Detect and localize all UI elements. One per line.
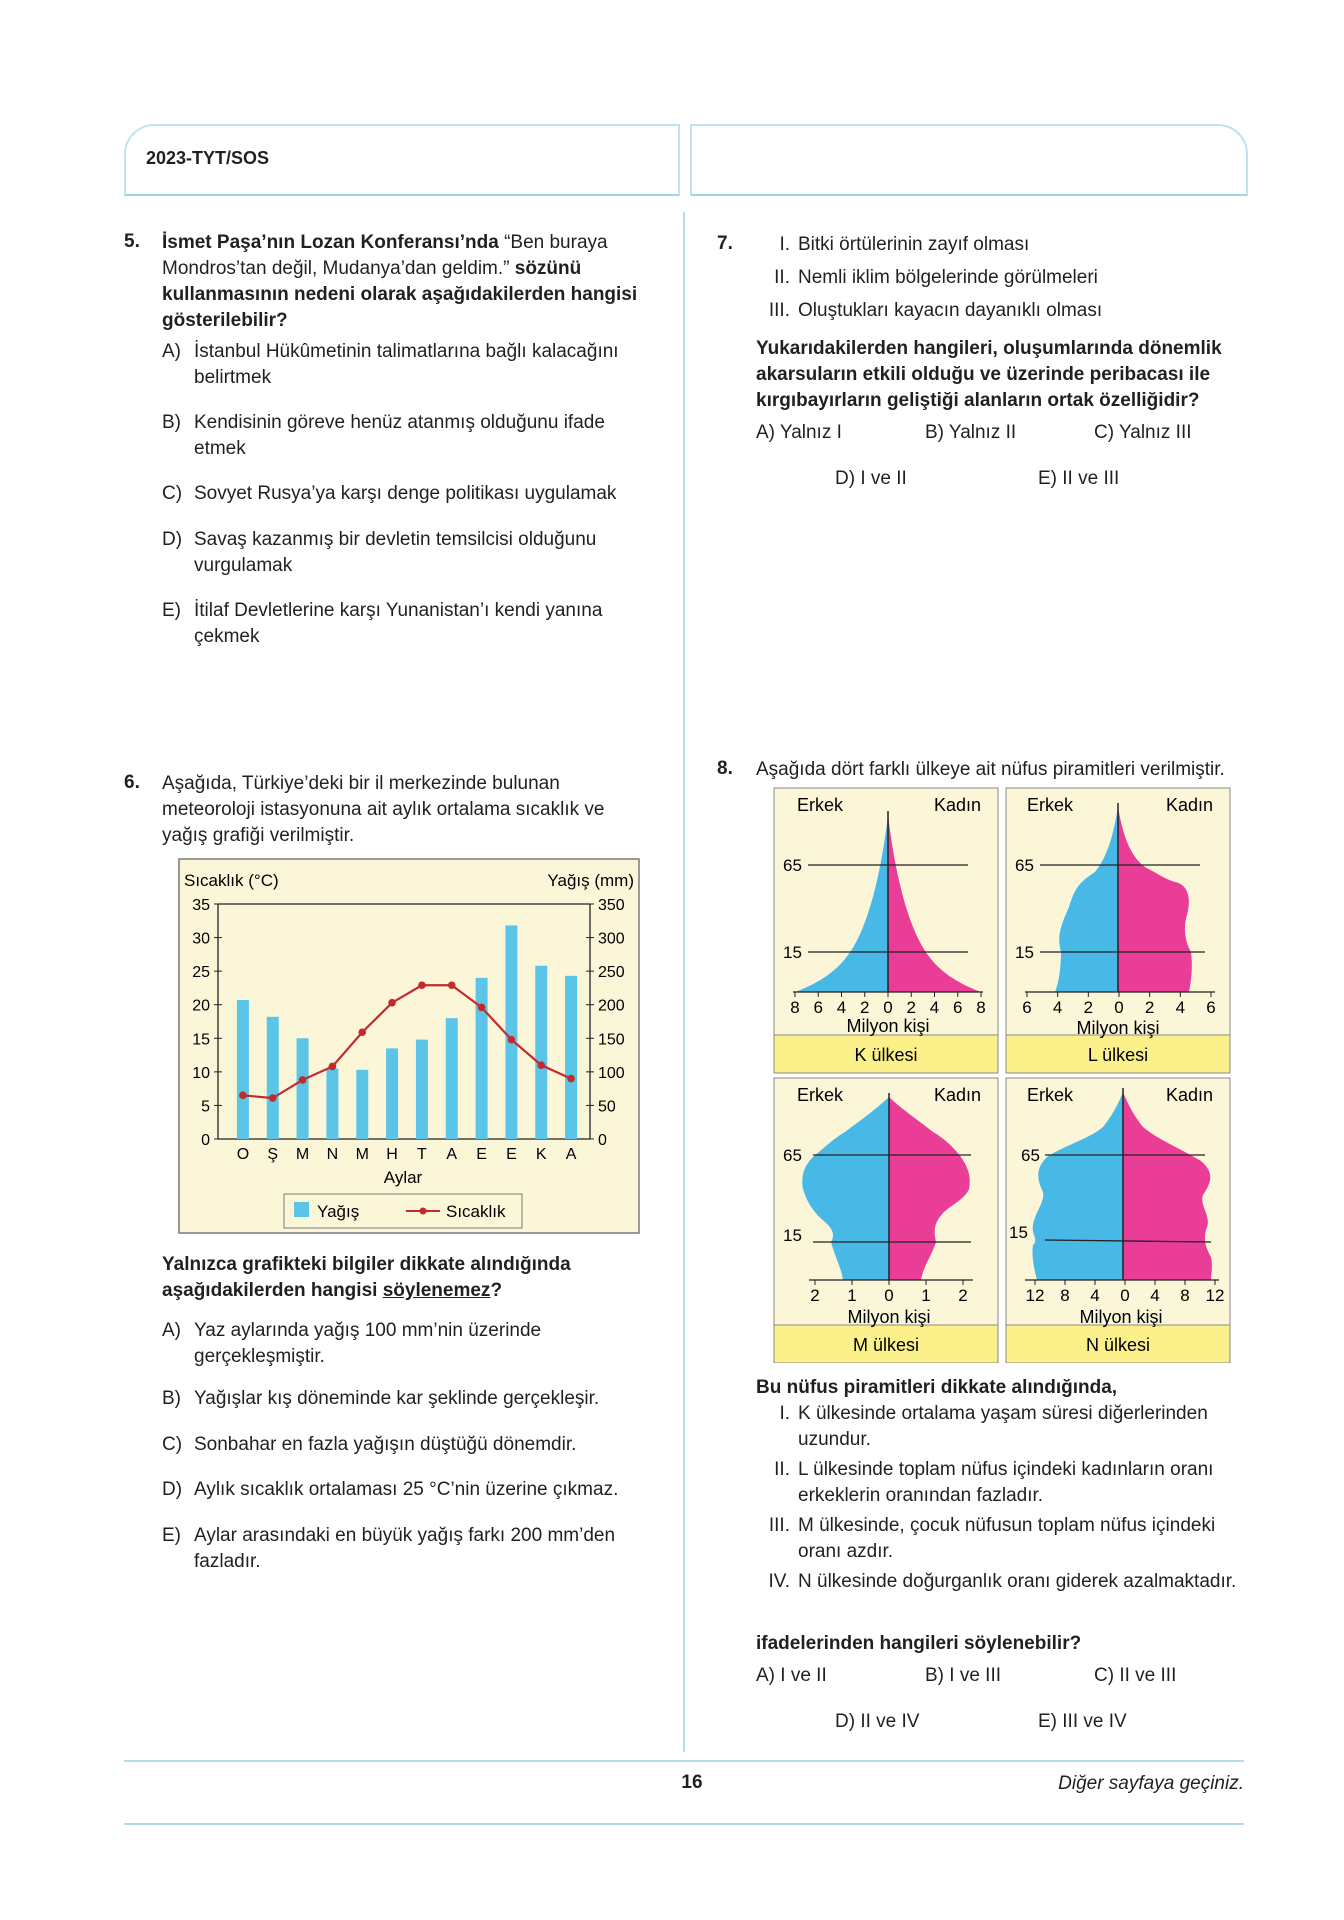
legend-temp-label: Sıcaklık xyxy=(446,1202,506,1221)
q8-item-text: K ülkesinde ortalama yaşam süresi diğerlerinden uzundur. xyxy=(798,1403,1208,1450)
q8-answer-c[interactable]: C) II ve III xyxy=(1094,1665,1177,1686)
pyramid-k-tick-label: 6 xyxy=(813,998,823,1017)
q5-option-letter: E) xyxy=(162,600,181,621)
q5-number: 5. xyxy=(124,231,140,252)
q5-option-text: Sovyet Rusya’ya karşı denge politikası uygulamak xyxy=(194,483,617,504)
pyramid-n-female-label: Kadın xyxy=(1165,1085,1213,1105)
q5-option-letter: B) xyxy=(162,412,181,433)
pyramid-n-age-15: 15 xyxy=(1009,1223,1028,1242)
pyramid-k-tick-label: 4 xyxy=(929,998,940,1017)
pyramid-m-age-65: 65 xyxy=(783,1146,802,1165)
pyramid-k xyxy=(774,788,998,1073)
pyramid-l-tick-label: 2 xyxy=(1083,998,1094,1017)
q6-option-letter: B) xyxy=(162,1388,181,1409)
temperature-point xyxy=(478,1004,486,1012)
pyramid-n-tick-label: 8 xyxy=(1180,1286,1190,1305)
q8-number: 8. xyxy=(717,758,733,779)
q8-closing: ifadelerinden hangileri söylenebilir? xyxy=(756,1633,1082,1654)
pyramid-m-country: M ülkesi xyxy=(852,1335,920,1355)
q7-answer-b[interactable]: B) Yalnız II xyxy=(925,422,1017,443)
chart-month-label: H xyxy=(386,1146,398,1163)
q5-option-text: İstanbul Hükûmetinin talimatlarına bağlı kalacağını belirtmek xyxy=(194,341,619,388)
chart-left-tick-label: 30 xyxy=(192,930,210,948)
q5-option-text: Kendisinin göreve henüz atanmış olduğunu ifade etmek xyxy=(194,412,605,459)
chart-right-tick-label: 0 xyxy=(598,1132,607,1149)
pyramid-n-tick-label: 8 xyxy=(1060,1286,1070,1305)
chart-left-tick-label: 5 xyxy=(201,1098,210,1116)
pyramid-n-tick-label: 0 xyxy=(1120,1286,1130,1305)
chart-month-label: N xyxy=(326,1146,339,1163)
pyramid-m-xlabel: Milyon kişi xyxy=(847,1307,931,1327)
chart-month-label: M xyxy=(355,1146,369,1163)
pyramid-l-female-label: Kadın xyxy=(1165,795,1213,815)
q5-option-letter: A) xyxy=(162,341,181,362)
pyramid-n-tick-label: 12 xyxy=(1205,1286,1225,1305)
legend-rain-label: Yağış xyxy=(317,1202,360,1221)
pyramid-n-tick-label: 12 xyxy=(1025,1286,1045,1305)
temperature-point xyxy=(329,1063,337,1071)
q8-item-numeral: III. xyxy=(768,1515,790,1536)
q6-option-text: Sonbahar en fazla yağışın düştüğü dönemdir. xyxy=(194,1434,577,1455)
q6-option-text: Aylık sıcaklık ortalaması 25 °C’nin üzerine çıkmaz. xyxy=(194,1479,619,1500)
q6-question-text-1: Yalnızca grafikteki bilgiler dikkate alındığında aşağıdakilerden hangisi xyxy=(162,1254,571,1301)
chart-month-label: T xyxy=(417,1146,427,1163)
q8-answer-b[interactable]: B) I ve III xyxy=(925,1665,1002,1686)
temperature-point xyxy=(418,981,426,989)
legend-temp-marker xyxy=(420,1208,427,1215)
q8-answer-e[interactable]: E) III ve IV xyxy=(1038,1711,1127,1732)
q7-item-text: Bitki örtülerinin zayıf olması xyxy=(798,234,1030,255)
temperature-point xyxy=(299,1076,307,1084)
q7-answer-c[interactable]: C) Yalnız III xyxy=(1094,422,1192,443)
temperature-point xyxy=(269,1094,277,1102)
q5-option-letter: D) xyxy=(162,529,183,550)
q7-answer-a[interactable]: A) Yalnız I xyxy=(756,422,842,443)
pyramid-k-tick-label: 2 xyxy=(860,998,870,1017)
q6-option-letter: D) xyxy=(162,1479,183,1500)
header-right-box xyxy=(690,124,1248,196)
q7-item-text: Nemli iklim bölgelerinde görülmeleri xyxy=(798,267,1098,288)
footer-top-rule xyxy=(124,1760,1244,1762)
pyramid-k-female-label: Kadın xyxy=(933,795,981,815)
pyramid-l-tick-label: 0 xyxy=(1114,998,1124,1017)
chart-ylabel-right: Yağış (mm) xyxy=(547,871,634,890)
chart-month-label: Ş xyxy=(267,1146,279,1163)
rain-bar xyxy=(446,1018,458,1139)
temperature-point xyxy=(508,1036,516,1044)
chart-ylabel-left: Sıcaklık (°C) xyxy=(184,871,279,890)
climate-chart xyxy=(178,858,640,1234)
chart-left-tick-label: 35 xyxy=(192,897,210,914)
pyramid-l-tick-label: 6 xyxy=(1022,998,1032,1017)
chart-right-tick-label: 300 xyxy=(598,930,625,948)
chart-month-label: K xyxy=(535,1146,547,1163)
pyramid-k-tick-label: 8 xyxy=(790,998,800,1017)
rain-bar xyxy=(326,1069,338,1140)
q6-option-text: Yaz aylarında yağış 100 mm’nin üzerinde gerçekleşmiştir. xyxy=(194,1320,542,1367)
pyramid-m-tick-label: 2 xyxy=(958,1286,968,1305)
rain-bar xyxy=(565,976,577,1139)
q6-option-text: Yağışlar kış döneminde kar şeklinde gerçekleşir. xyxy=(194,1388,600,1409)
q8-item-text: N ülkesinde doğurganlık oranı giderek azalmaktadır. xyxy=(798,1571,1237,1592)
chart-left-tick-label: 25 xyxy=(192,964,210,982)
chart-legend xyxy=(284,1194,522,1228)
pyramid-k-tick-label: 6 xyxy=(953,998,963,1017)
pyramid-n-country: N ülkesi xyxy=(1085,1335,1151,1355)
temperature-point xyxy=(448,981,456,989)
temperature-point xyxy=(358,1028,366,1036)
q5-option-text: Savaş kazanmış bir devletin temsilcisi olduğunu vurgulamak xyxy=(194,529,597,576)
pyramid-n-male-label: Erkek xyxy=(1027,1085,1074,1105)
q5-stem-quote: “Ben buraya Mondros’tan değil, Mudanya’dan geldim.” xyxy=(162,232,608,279)
pyramid-m-tick-label: 2 xyxy=(810,1286,820,1305)
chart-month-label: A xyxy=(446,1146,458,1163)
pyramid-k-tick-label: 8 xyxy=(976,998,986,1017)
q8-item-numeral: II. xyxy=(774,1459,790,1480)
rain-bar xyxy=(505,925,517,1139)
pyramid-n-tick-label: 4 xyxy=(1090,1286,1100,1305)
pyramid-k-country: K ülkesi xyxy=(854,1045,918,1065)
q6-option-letter: E) xyxy=(162,1525,181,1546)
q5-option-letter: C) xyxy=(162,483,183,504)
pyramid-l-tick-label: 2 xyxy=(1144,998,1155,1017)
chart-left-tick-label: 15 xyxy=(192,1031,210,1049)
pyramid-k-male-label: Erkek xyxy=(797,795,844,815)
pyramid-m-male-label: Erkek xyxy=(797,1085,844,1105)
pyramid-n xyxy=(1006,1078,1230,1363)
pyramid-m-female-label: Kadın xyxy=(933,1085,981,1105)
chart-right-tick-label: 50 xyxy=(598,1098,616,1116)
q7-item-numeral: III. xyxy=(768,300,790,321)
q6-question xyxy=(162,1252,642,1304)
pyramid-n-age-65: 65 xyxy=(1021,1146,1040,1165)
footer-bottom-rule xyxy=(124,1823,1244,1825)
q7-answer-d[interactable]: D) I ve II xyxy=(835,468,907,489)
temperature-point xyxy=(537,1061,545,1069)
chart-month-label: A xyxy=(565,1146,577,1163)
q8-item-text: L ülkesinde toplam nüfus içindeki kadınların oranı erkeklerin oranından fazladır. xyxy=(798,1459,1214,1506)
pyramid-k-tick-label: 0 xyxy=(883,998,893,1017)
pyramid-l-tick-label: 4 xyxy=(1175,998,1186,1017)
pyramid-l-age-65: 65 xyxy=(1015,856,1034,875)
q8-question: Bu nüfus piramitleri dikkate alındığında, xyxy=(756,1377,1118,1398)
q7-question: Yukarıdakilerden hangileri, oluşumlarında dönemlik akarsuların etkili olduğu ve üzerinde peribacası ile kırgıbayırların geliştiği alanların ortak özelliğidir? xyxy=(756,338,1222,411)
pyramid-l xyxy=(1006,788,1230,1073)
chart-month-label: E xyxy=(506,1146,517,1163)
rain-bar xyxy=(416,1040,428,1139)
chart-right-tick-label: 150 xyxy=(598,1031,625,1049)
rain-bar xyxy=(476,978,488,1139)
pyramid-k-age-65: 65 xyxy=(783,856,802,875)
rain-bar xyxy=(386,1048,398,1139)
pyramid-l-tick-label: 6 xyxy=(1206,998,1216,1017)
page-number: 16 xyxy=(681,1772,703,1793)
q6-option-letter: A) xyxy=(162,1320,181,1341)
temperature-point xyxy=(239,1092,247,1100)
pyramid-m-age-15: 15 xyxy=(783,1226,802,1245)
rain-bar xyxy=(356,1070,368,1139)
pyramid-n-tick-label: 4 xyxy=(1150,1286,1160,1305)
q7-item-numeral: I. xyxy=(779,234,790,255)
pyramid-k-age-15: 15 xyxy=(783,943,802,962)
chart-right-tick-label: 250 xyxy=(598,964,625,982)
q7-number: 7. xyxy=(717,233,733,254)
q6-option-letter: C) xyxy=(162,1434,183,1455)
rain-bar xyxy=(297,1038,309,1139)
chart-month-label: O xyxy=(236,1146,250,1163)
pyramid-l-age-15: 15 xyxy=(1015,943,1034,962)
q6-question-text-2: ? xyxy=(490,1280,503,1301)
pyramid-m-tick-label: 1 xyxy=(921,1286,931,1305)
q7-item-text: Oluştukları kayacın dayanıklı olması xyxy=(798,300,1103,321)
pyramid-m-tick-label: 0 xyxy=(884,1286,894,1305)
pyramid-l-tick-label: 4 xyxy=(1052,998,1063,1017)
chart-left-tick-label: 10 xyxy=(192,1064,210,1082)
chart-xlabel: Aylar xyxy=(383,1168,423,1187)
q5-stem-bold-1: İsmet Paşa’nın Lozan Konferansı’nda xyxy=(162,232,499,253)
q6-stem: Aşağıda, Türkiye’deki bir il merkezinde bulunan meteoroloji istasyonuna ait aylık ortalama sıcaklık ve yağış grafiği verilmiştir. xyxy=(162,773,605,846)
chart-month-label: E xyxy=(476,1146,487,1163)
pyramid-m xyxy=(774,1078,998,1363)
pyramid-k-tick-label: 4 xyxy=(836,998,847,1017)
q6-question-underlined: söylenemez xyxy=(382,1280,491,1301)
rain-bar xyxy=(237,1000,249,1139)
rain-bar xyxy=(267,1017,279,1139)
q5-stem xyxy=(162,230,642,334)
chart-right-tick-label: 200 xyxy=(598,997,625,1015)
rain-bar xyxy=(535,966,547,1139)
q8-item-numeral: I. xyxy=(779,1403,790,1424)
temperature-point xyxy=(567,1075,575,1083)
chart-left-tick-label: 0 xyxy=(201,1132,210,1149)
q5-stem-bold-2: sözünü kullanmasının nedeni olarak aşağıdakilerden hangisi gösterilebilir? xyxy=(162,258,638,331)
chart-right-tick-label: 100 xyxy=(598,1064,625,1082)
temperature-point xyxy=(388,999,396,1007)
chart-month-label: M xyxy=(295,1146,310,1163)
q5-option-text: İtilaf Devletlerine karşı Yunanistan’ı kendi yanına çekmek xyxy=(194,600,603,647)
q6-option-text: Aylar arasındaki en büyük yağış farkı 200 mm’den fazladır. xyxy=(194,1525,616,1572)
chart-right-tick-label: 350 xyxy=(598,897,625,914)
pyramid-k-tick-label: 2 xyxy=(906,998,916,1017)
population-pyramids xyxy=(773,787,1233,1363)
pyramid-m-tick-label: 1 xyxy=(847,1286,857,1305)
chart-left-tick-label: 20 xyxy=(192,997,210,1015)
q7-item-numeral: II. xyxy=(774,267,790,288)
pyramid-n-xlabel: Milyon kişi xyxy=(1079,1307,1163,1327)
pyramid-l-country: L ülkesi xyxy=(1087,1045,1149,1065)
exam-title: 2023-TYT/SOS xyxy=(146,148,270,168)
q7-answer-e[interactable]: E) II ve III xyxy=(1038,468,1120,489)
pyramid-k-xlabel: Milyon kişi xyxy=(846,1016,930,1036)
legend-rain-swatch xyxy=(294,1202,309,1217)
q8-answer-a[interactable]: A) I ve II xyxy=(756,1665,827,1686)
pyramid-l-xlabel: Milyon kişi xyxy=(1076,1018,1160,1038)
q6-number: 6. xyxy=(124,772,140,793)
q8-stem: Aşağıda dört farklı ülkeye ait nüfus piramitleri verilmiştir. xyxy=(756,759,1225,780)
pyramid-l-male-label: Erkek xyxy=(1027,795,1074,815)
q8-item-numeral: IV. xyxy=(768,1571,790,1592)
next-page-note: Diğer sayfaya geçiniz. xyxy=(1058,1773,1244,1794)
column-divider xyxy=(683,212,685,1752)
q8-item-text: M ülkesinde, çocuk nüfusun toplam nüfus içindeki oranı azdır. xyxy=(798,1515,1216,1562)
q8-answer-d[interactable]: D) II ve IV xyxy=(835,1711,920,1732)
